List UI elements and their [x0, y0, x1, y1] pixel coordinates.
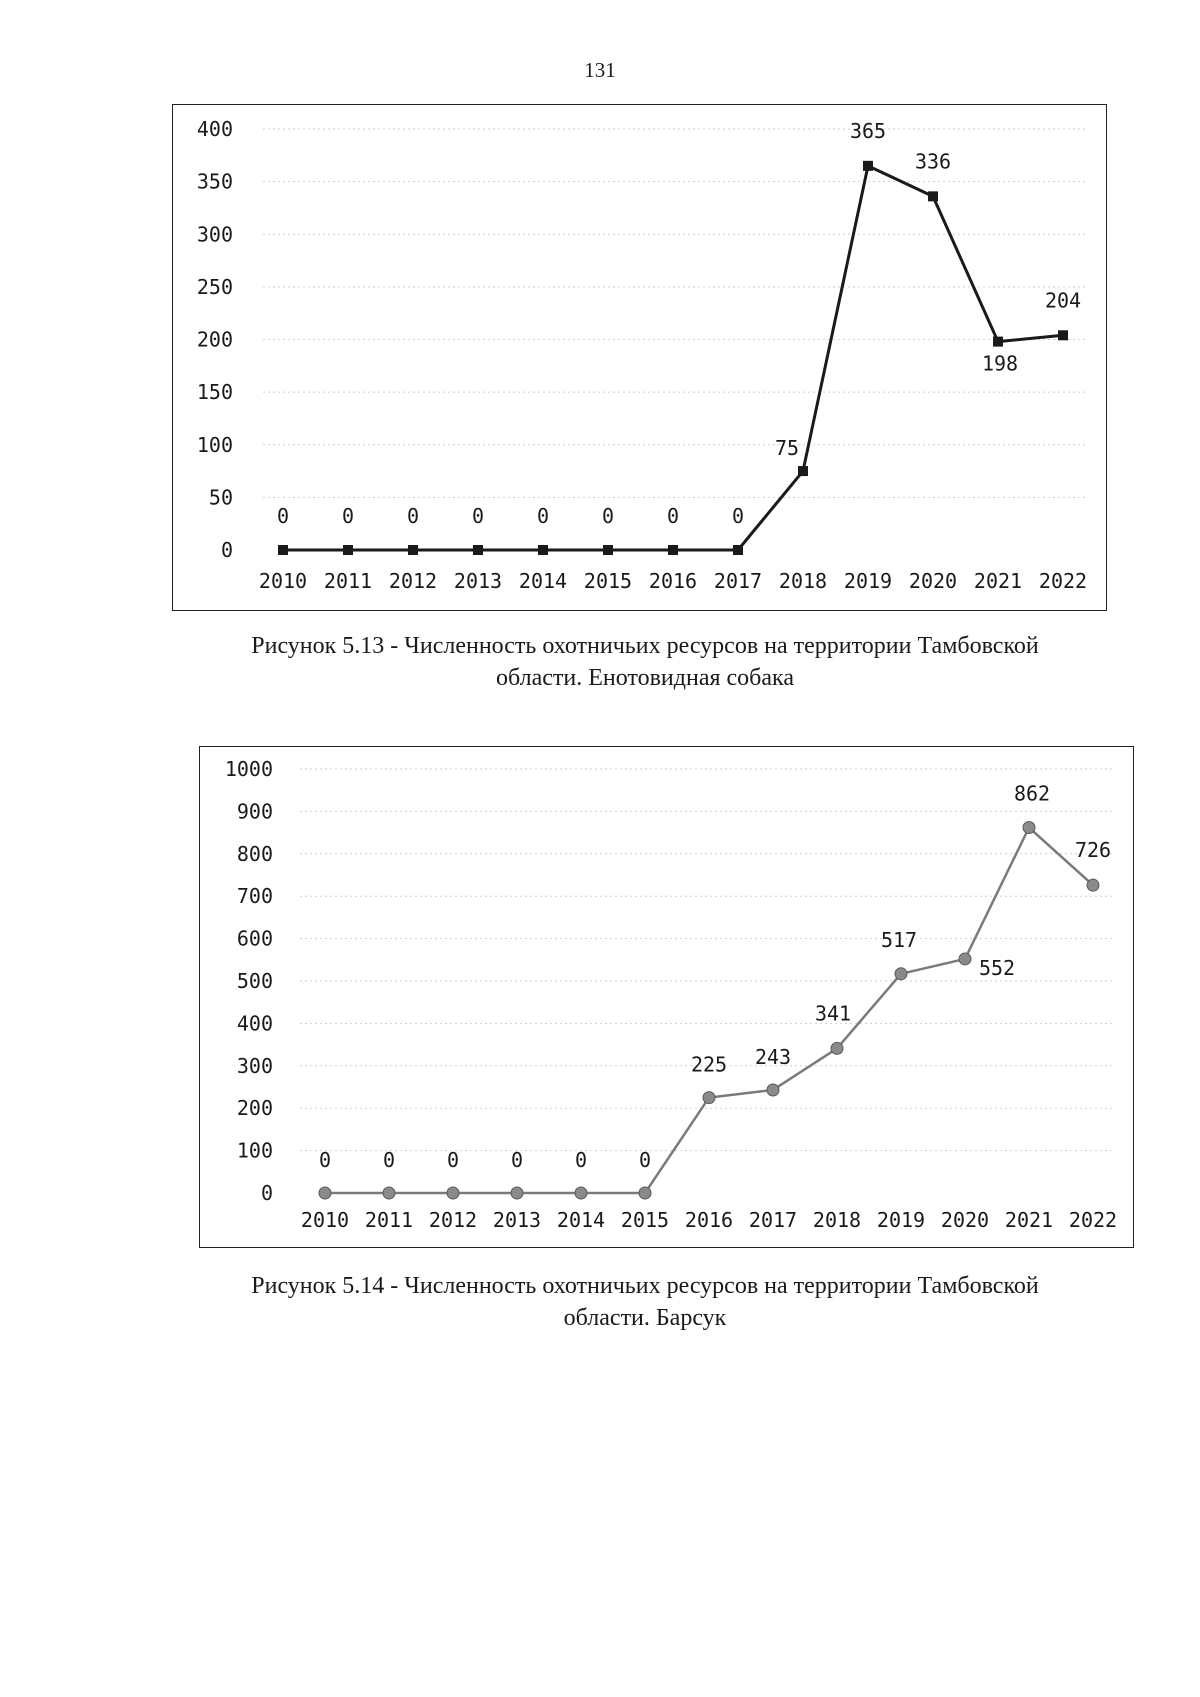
data-label: 517 [880, 927, 918, 952]
series-line [325, 828, 1093, 1193]
data-label: 0 [601, 504, 615, 528]
chart-raccoon-dog [172, 104, 1107, 611]
x-tick-label: 2019 [876, 1208, 926, 1232]
data-point [831, 1042, 843, 1054]
series-line [283, 166, 1063, 550]
data-label: 225 [690, 1052, 728, 1077]
chart-badger [199, 746, 1134, 1248]
y-tick-label: 400 [236, 1011, 273, 1036]
y-tick-label: 100 [236, 1138, 273, 1163]
data-point [511, 1187, 523, 1199]
data-label: 0 [536, 504, 550, 528]
data-point [1087, 879, 1099, 891]
data-label: 0 [446, 1148, 460, 1172]
data-label: 204 [1044, 288, 1082, 313]
y-tick-label: 1000 [224, 757, 273, 781]
data-point [383, 1187, 395, 1199]
data-label: 552 [978, 955, 1016, 980]
y-tick-label: 200 [236, 1096, 273, 1121]
caption-line-2: области. Енотовидная собака [496, 665, 794, 691]
x-tick-label: 2010 [258, 569, 308, 593]
x-tick-label: 2016 [684, 1208, 734, 1232]
x-tick-label: 2014 [556, 1208, 606, 1232]
y-tick-label: 800 [236, 841, 273, 866]
data-point [319, 1187, 331, 1199]
data-point [639, 1187, 651, 1199]
x-tick-label: 2014 [518, 569, 568, 593]
data-label: 0 [382, 1148, 396, 1172]
data-point [863, 161, 873, 171]
caption-line-1: Рисунок 5.13 - Численность охотничьих ресурсов на территории Тамбовской [251, 633, 1039, 659]
data-point [343, 545, 353, 555]
y-tick-label: 0 [220, 538, 233, 562]
x-tick-label: 2015 [620, 1208, 670, 1232]
x-tick-label: 2013 [453, 569, 503, 593]
x-tick-label: 2011 [323, 569, 373, 593]
y-tick-label: 0 [260, 1181, 273, 1205]
y-tick-label: 250 [196, 274, 233, 299]
data-label: 75 [774, 436, 800, 461]
figure-caption-5-14 [150, 1270, 1140, 1334]
data-label: 0 [341, 504, 355, 528]
data-label: 0 [406, 504, 420, 528]
y-tick-label: 400 [196, 117, 233, 141]
x-tick-label: 2017 [713, 569, 763, 593]
data-label: 0 [731, 504, 745, 528]
data-label: 862 [1013, 781, 1051, 806]
y-tick-label: 50 [208, 485, 233, 510]
x-tick-label: 2019 [843, 569, 893, 593]
caption-line-2: области. Барсук [563, 1305, 727, 1331]
data-label: 0 [666, 504, 680, 528]
data-label: 341 [814, 1001, 852, 1026]
x-tick-label: 2020 [940, 1208, 990, 1232]
page-number: 131 [584, 58, 616, 82]
data-label: 0 [276, 504, 290, 528]
data-point [959, 953, 971, 965]
data-label: 0 [638, 1148, 652, 1172]
x-tick-label: 2016 [648, 569, 698, 593]
x-tick-label: 2017 [748, 1208, 798, 1232]
x-tick-label: 2015 [583, 569, 633, 593]
x-tick-label: 2012 [388, 569, 438, 593]
data-label: 198 [981, 351, 1019, 376]
x-tick-label: 2018 [812, 1208, 862, 1232]
data-label: 0 [574, 1148, 588, 1172]
data-point [1023, 822, 1035, 834]
chart-raccoon-dog-svg [173, 105, 1108, 612]
figure-caption-5-13 [150, 630, 1140, 694]
x-tick-label: 2022 [1038, 569, 1088, 593]
x-tick-label: 2010 [300, 1208, 350, 1232]
data-point [278, 545, 288, 555]
data-point [993, 337, 1003, 347]
chart-badger-svg [200, 747, 1135, 1249]
y-tick-label: 150 [196, 380, 233, 405]
y-tick-label: 700 [236, 884, 273, 909]
data-point [1058, 330, 1068, 340]
data-label: 0 [471, 504, 485, 528]
y-tick-label: 900 [236, 799, 273, 824]
y-tick-label: 300 [236, 1053, 273, 1078]
x-tick-label: 2012 [428, 1208, 478, 1232]
data-label: 336 [914, 149, 952, 174]
data-point [408, 545, 418, 555]
data-point [538, 545, 548, 555]
data-point [473, 545, 483, 555]
data-point [895, 968, 907, 980]
x-tick-label: 2018 [778, 569, 828, 593]
data-label: 0 [318, 1148, 332, 1172]
data-point [767, 1084, 779, 1096]
data-point [798, 466, 808, 476]
data-point [668, 545, 678, 555]
data-point [603, 545, 613, 555]
data-point [733, 545, 743, 555]
data-point [575, 1187, 587, 1199]
x-tick-label: 2022 [1068, 1208, 1118, 1232]
data-label: 726 [1074, 838, 1112, 863]
y-tick-label: 500 [236, 969, 273, 993]
data-label: 243 [754, 1044, 792, 1069]
x-tick-label: 2021 [1004, 1208, 1054, 1232]
data-label: 365 [849, 118, 887, 143]
data-point [447, 1187, 459, 1199]
y-tick-label: 300 [196, 222, 233, 247]
y-tick-label: 200 [196, 327, 233, 352]
caption-line-1: Рисунок 5.14 - Численность охотничьих ресурсов на территории Тамбовской [251, 1273, 1039, 1299]
y-tick-label: 600 [236, 926, 273, 951]
data-point [703, 1092, 715, 1104]
data-point [928, 191, 938, 201]
x-tick-label: 2020 [908, 569, 958, 593]
x-tick-label: 2013 [492, 1208, 542, 1232]
x-tick-label: 2011 [364, 1208, 414, 1232]
y-tick-label: 100 [196, 432, 233, 457]
data-label: 0 [510, 1148, 524, 1172]
y-tick-label: 350 [196, 169, 233, 194]
x-tick-label: 2021 [973, 569, 1023, 593]
